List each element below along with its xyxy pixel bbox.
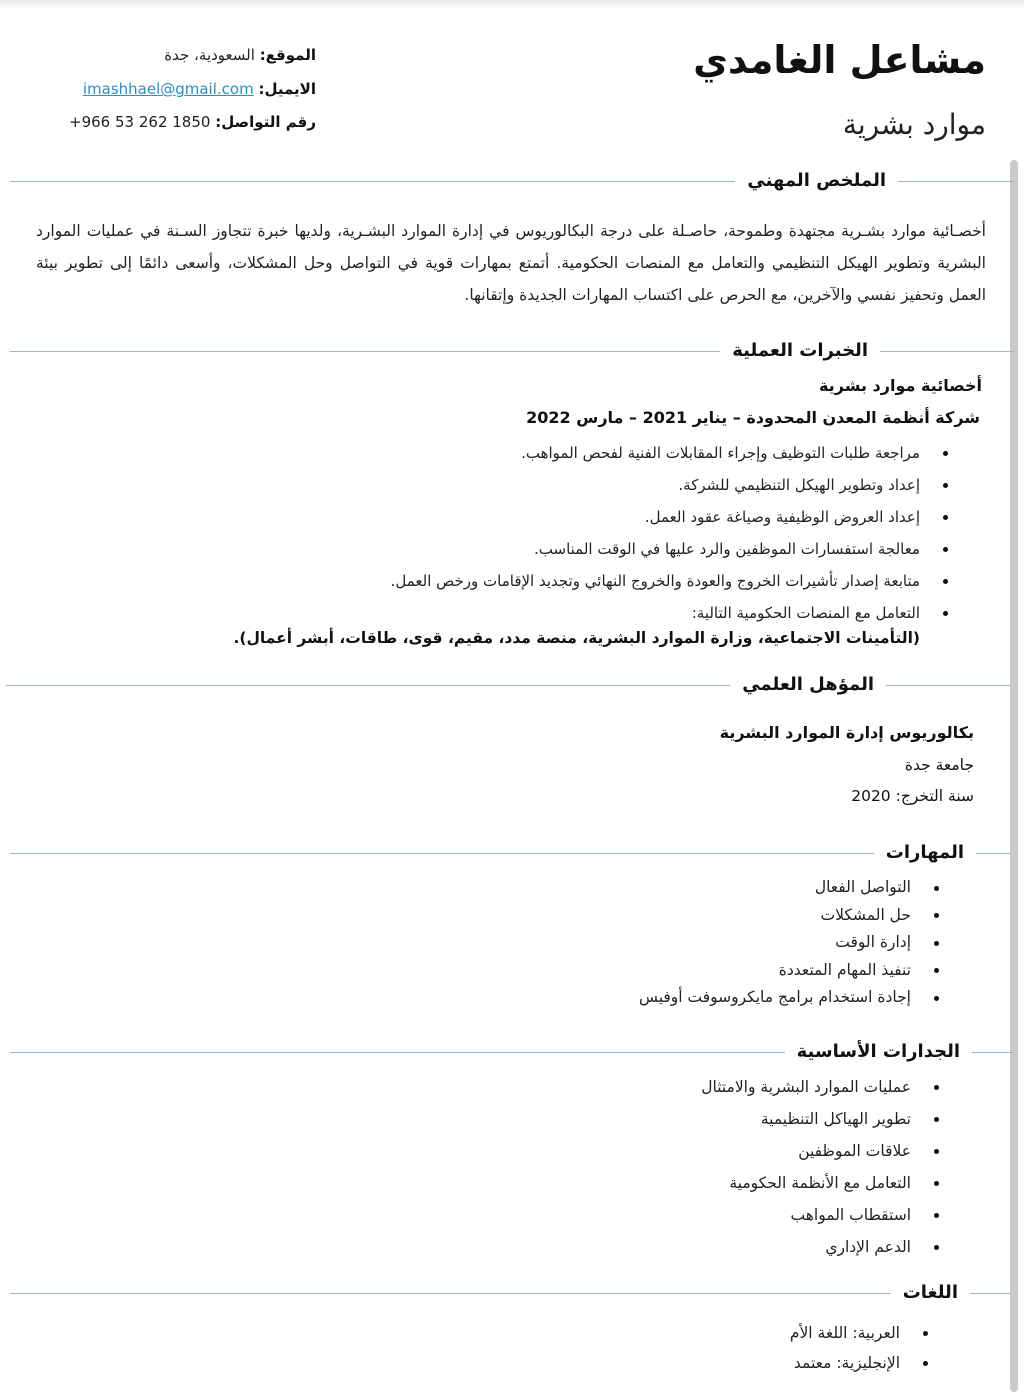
email-label: الايميل: [258, 80, 316, 98]
bullet-icon [923, 1361, 928, 1366]
location-value: السعودية، جدة [164, 46, 255, 64]
list-item: عمليات الموارد البشرية والامتثال [701, 1071, 939, 1103]
section-divider [10, 853, 1010, 854]
section-title-summary: الملخص المهني [735, 169, 898, 193]
experience-duties-list [391, 437, 948, 629]
list-item: إجادة استخدام برامج مايكروسوفت أوفيس [639, 984, 939, 1012]
experience-company-dates: شركة أنظمة المعدن المحدودة – يناير 2021 – مارس 2022 [526, 408, 980, 427]
section-title-competencies: الجدارات الأساسية [785, 1040, 972, 1064]
top-shadow [0, 0, 1024, 8]
phone-label: رقم التواصل: [215, 113, 316, 131]
bullet-icon [934, 941, 939, 946]
section-summary-header [10, 169, 1014, 193]
list-item: معالجة استفسارات الموظفين والرد عليها في الوقت المناسب. [391, 533, 948, 565]
education-degree: بكالوريوس إدارة الموارد البشرية [719, 723, 974, 742]
list-item: استقطاب المواهب [701, 1199, 939, 1231]
section-languages-header [10, 1281, 1010, 1305]
education-graduation: سنة التخرج: 2020 [851, 787, 974, 805]
list-item: التعامل مع المنصات الحكومية التالية: [391, 597, 948, 629]
list-item: إدارة الوقت [639, 929, 939, 957]
location-label: الموقع: [259, 46, 316, 64]
bullet-icon [934, 996, 939, 1001]
skills-list [639, 874, 939, 1012]
list-item: مراجعة طلبات التوظيف وإجراء المقابلات الفنية لفحص المواهب. [391, 437, 948, 469]
section-title-experience: الخبرات العملية [720, 339, 880, 363]
bullet-icon [934, 1245, 939, 1250]
bullet-icon [934, 1181, 939, 1186]
list-item: إعداد وتطوير الهيكل التنظيمي للشركة. [391, 469, 948, 501]
bullet-icon [943, 579, 948, 584]
list-item: الدعم الإداري [701, 1231, 939, 1263]
job-title: موارد بشرية [842, 108, 986, 141]
list-item: إعداد العروض الوظيفية وصياغة عقود العمل. [391, 501, 948, 533]
bullet-icon [934, 886, 939, 891]
list-item: تنفيذ المهام المتعددة [639, 957, 939, 985]
bullet-icon [943, 611, 948, 616]
section-education-header [6, 673, 1010, 697]
bullet-icon [943, 451, 948, 456]
list-item: حل المشكلات [639, 902, 939, 930]
bullet-icon [934, 913, 939, 918]
bullet-icon [943, 515, 948, 520]
list-item: العربية: اللغة الأم [790, 1318, 928, 1348]
contact-email [52, 80, 316, 98]
section-skills-header [10, 841, 1010, 865]
section-experience-header [10, 339, 1014, 363]
bullet-icon [934, 1213, 939, 1218]
section-divider [10, 1293, 1010, 1294]
section-competencies-header [10, 1040, 1014, 1064]
experience-role: أخصائية موارد بشرية [819, 376, 982, 395]
section-title-education: المؤهل العلمي [730, 673, 886, 697]
candidate-name: مشاعل الغامدي [693, 38, 986, 82]
bullet-icon [934, 1085, 939, 1090]
bullet-icon [923, 1331, 928, 1336]
bullet-icon [943, 547, 948, 552]
bullet-icon [943, 483, 948, 488]
contact-location [52, 46, 316, 64]
section-title-skills: المهارات [874, 841, 976, 865]
list-item: التعامل مع الأنظمة الحكومية [701, 1167, 939, 1199]
education-university: جامعة جدة [904, 756, 974, 774]
bullet-icon [934, 1117, 939, 1122]
competencies-list [701, 1071, 939, 1263]
list-item: متابعة إصدار تأشيرات الخروج والعودة والخروج النهائي وتجديد الإقامات ورخص العمل. [391, 565, 948, 597]
bullet-icon [934, 968, 939, 973]
languages-list [790, 1318, 928, 1378]
list-item: الإنجليزية: معتمد [790, 1348, 928, 1378]
list-item: تطوير الهياكل التنظيمية [701, 1103, 939, 1135]
phone-value: +966 53 262 1850 [69, 113, 211, 131]
list-item: التواصل الفعال [639, 874, 939, 902]
bullet-icon [934, 1149, 939, 1154]
government-platforms: (التأمينات الاجتماعية، وزارة الموارد البشرية، منصة مدد، مقيم، قوى، طاقات، أبشر أعمال). [233, 629, 920, 647]
contact-phone [52, 113, 316, 131]
section-title-languages: اللغات [891, 1281, 970, 1305]
summary-text: أخصـائية موارد بشـرية مجتهدة وطموحة، حاصـلة على درجة البكالوريوس في إدارة الموارد البشـرية، ولديها خبرة تتجاوز السـنة في عمليات الموارد البشرية وتطوير الهيكل التنظيمي والتعامل مع المنصات الحكومية. أتمتع بمهارات قوية في التواصل وحل المشكلات، وأسعى دائمًا إلى تطوير بيئة العمل وتحفيز نفسي والآخرين، مع الحرص على اكتساب المهارات الجديدة وإتقانها. [36, 222, 986, 304]
email-link[interactable]: imashhael@gmail.com [82, 80, 254, 98]
list-item: علاقات الموظفين [701, 1135, 939, 1167]
